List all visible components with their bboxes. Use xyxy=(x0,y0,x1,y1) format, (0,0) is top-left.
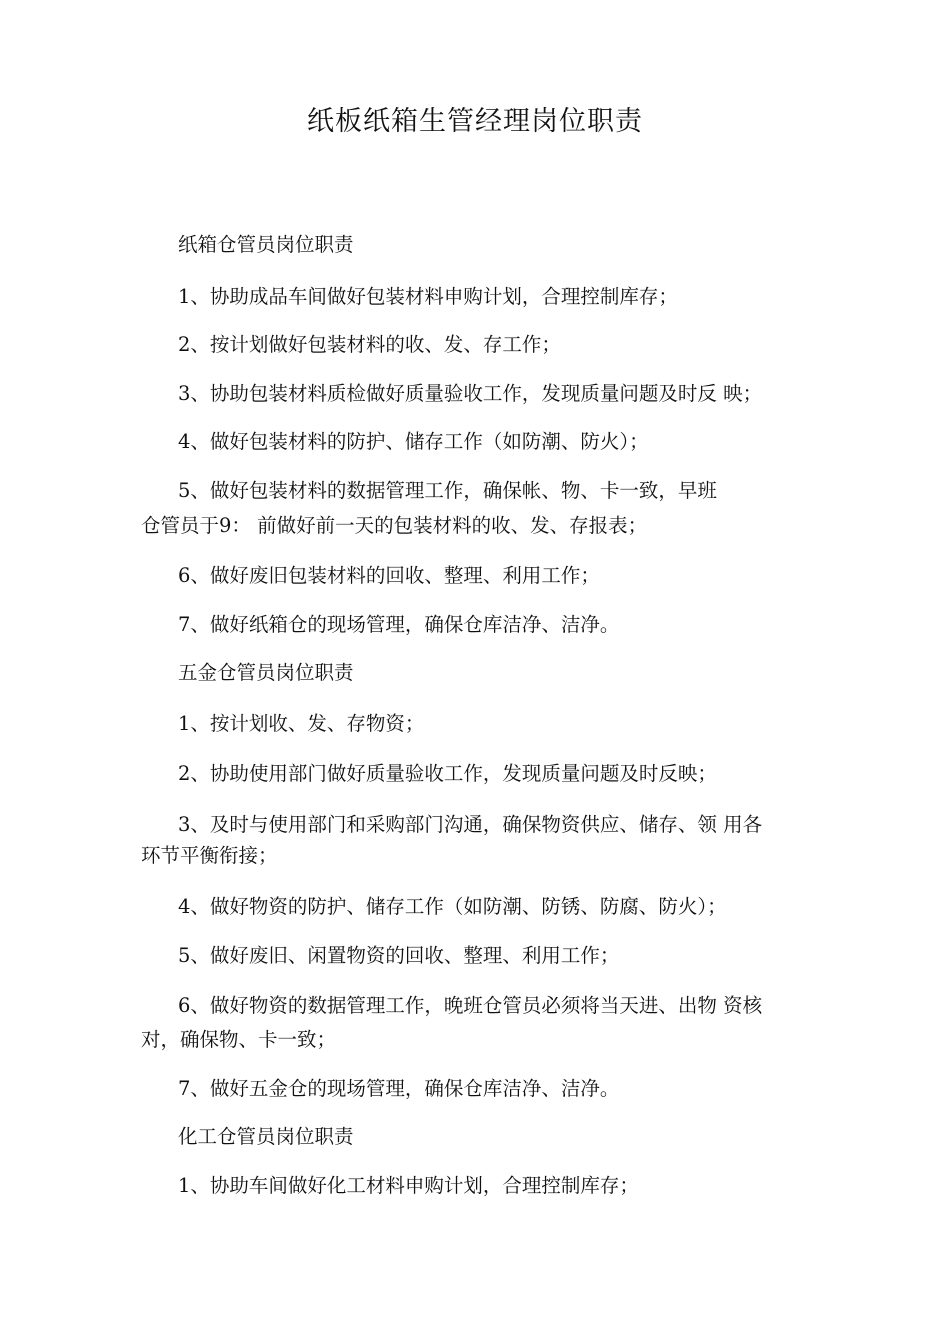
carton-duty-4: 4、做好包装材料的防护、储存工作（如防潮、防火）； xyxy=(178,430,649,453)
hardware-duty-1: 1、按计划收、发、存物资； xyxy=(178,712,425,735)
section-heading-hardware-warehouse: 五金仓管员岗位职责 xyxy=(178,661,354,684)
hardware-duty-5: 5、做好废旧、闲置物资的回收、整理、利用工作； xyxy=(178,944,620,967)
section-heading-carton-warehouse: 纸箱仓管员岗位职责 xyxy=(178,233,354,256)
carton-duty-2: 2、按计划做好包装材料的收、发、存工作； xyxy=(178,333,561,356)
document-title: 纸板纸箱生管经理岗位职责 xyxy=(307,106,643,137)
carton-duty-7: 7、做好纸箱仓的现场管理，确保仓库洁净、洁净。 xyxy=(178,613,620,636)
hardware-duty-6-continued: 对，确保物、卡一致； xyxy=(141,1028,337,1051)
carton-duty-5-continued: 仓管员于9： 前做好前一天的包装材料的收、发、存报表； xyxy=(141,514,648,537)
chemical-duty-1: 1、协助车间做好化工材料申购计划，合理控制库存； xyxy=(178,1174,639,1197)
hardware-duty-3-continued: 环节平衡衔接； xyxy=(141,844,278,867)
hardware-duty-2: 2、协助使用部门做好质量验收工作，发现质量问题及时反映； xyxy=(178,762,717,785)
hardware-duty-7: 7、做好五金仓的现场管理，确保仓库洁净、洁净。 xyxy=(178,1077,620,1100)
carton-duty-3: 3、协助包装材料质检做好质量验收工作，发现质量问题及时反 映； xyxy=(178,382,763,405)
section-heading-chemical-warehouse: 化工仓管员岗位职责 xyxy=(178,1125,354,1148)
hardware-duty-3: 3、及时与使用部门和采购部门沟通，确保物资供应、储存、领 用各 xyxy=(178,813,763,836)
hardware-duty-6: 6、做好物资的数据管理工作，晚班仓管员必须将当天进、出物 资核 xyxy=(178,994,763,1017)
carton-duty-5: 5、做好包装材料的数据管理工作，确保帐、物、卡一致，早班 xyxy=(178,479,717,502)
carton-duty-1: 1、协助成品车间做好包装材料申购计划，合理控制库存； xyxy=(178,285,678,308)
carton-duty-6: 6、做好废旧包装材料的回收、整理、利用工作； xyxy=(178,564,600,587)
hardware-duty-4: 4、做好物资的防护、储存工作（如防潮、防锈、防腐、防火）； xyxy=(178,895,727,918)
